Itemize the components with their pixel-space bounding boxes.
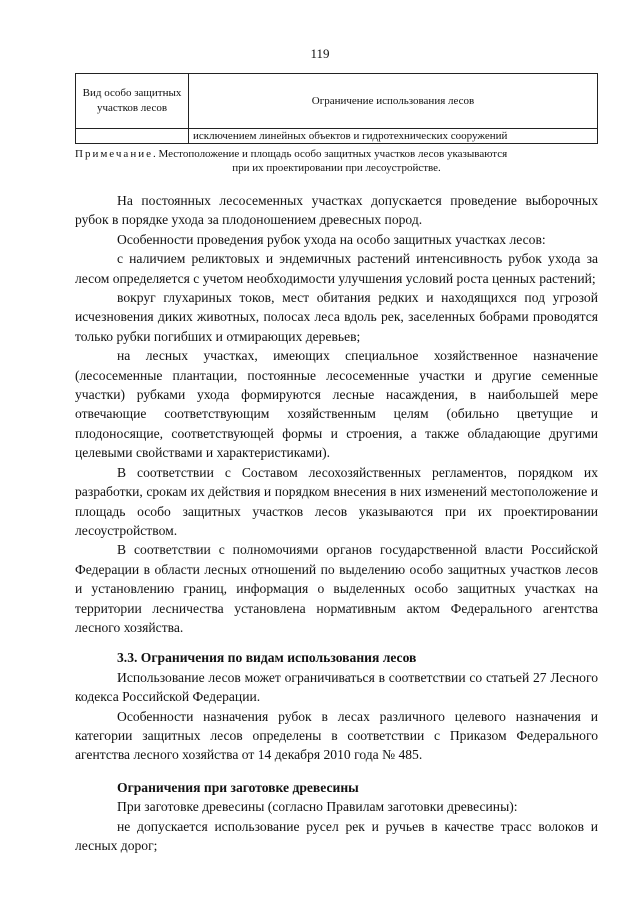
paragraph: На постоянных лесосеменных участках допускается проведение выборочных рубок в порядке ухода за плодоношением древесных пород. bbox=[75, 193, 598, 228]
table-row bbox=[76, 129, 598, 144]
paragraph: В соответствии с полномочиями органов государственной власти Российской Федерации в области лесных отношений по выделению особо защитных участков лесов и установлению границ, информация о выделенных особо защитных участках на территории лесничества установлена нормативным актом Федерального агентства лесного хозяйства. bbox=[75, 542, 598, 635]
section-heading: 3.3. Ограничения по видам использования лесов bbox=[117, 650, 417, 666]
paragraph: Особенности проведения рубок ухода на особо защитных участках лесов: bbox=[117, 231, 546, 247]
note-label: Примечание bbox=[75, 148, 153, 160]
note-text-line2: при их проектировании при лесоустройстве. bbox=[232, 162, 441, 174]
table-cell bbox=[76, 129, 189, 144]
restrictions-table bbox=[75, 73, 598, 144]
subheading: Ограничения при заготовке древесины bbox=[117, 779, 359, 795]
paragraph: В соответствии с Составом лесохозяйственных регламентов, порядком их разработки, срокам их действия и порядком внесения в них изменений местоположение и площадь особо защитных участков лесов указываются при их проектировании лесоустройством. bbox=[75, 464, 598, 538]
table-note bbox=[75, 147, 598, 175]
paragraph: Особенности назначения рубок в лесах различного целевого назначения и категории защитных лесов определены в соответствии с Приказом Федерального агентства лесного хозяйства от 14 декабря 2010 года № 485. bbox=[75, 708, 598, 763]
paragraph: на лесных участках, имеющих специальное хозяйственное назначение (лесосеменные плантации, постоянные лесосеменные участки и другие семенные участки) рубками ухода формируются лесные насаждения, в наибольшей мере отвечающие соответствующим хозяйственным целям (обильно цветущие и плодоносящие, соответствующей формы и строения, а также обладающие другими целевыми свойствами и характеристиками). bbox=[75, 348, 598, 461]
paragraph: вокруг глухариных токов, мест обитания редких и находящихся под угрозой исчезновения диких животных, полосах леса вдоль рек, заселенных бобрами проводятся только рубки погибших и отмирающих деревьев; bbox=[75, 290, 598, 344]
paragraph: Использование лесов может ограничиваться в соответствии со статьей 27 Лесного кодекса Российской Федерации. bbox=[75, 669, 598, 705]
paragraph: с наличием реликтовых и эндемичных растений интенсивность рубок ухода за лесом определяется с учетом необходимости улучшения условий роста ценных растений; bbox=[75, 251, 598, 286]
paragraph: не допускается использование русел рек и ручьев в качестве трасс волоков и лесных дорог; bbox=[75, 818, 598, 853]
page-number: 119 bbox=[310, 46, 330, 61]
note-text-line1: . Местоположение и площадь особо защитных участков лесов указываются bbox=[152, 148, 508, 160]
main-text bbox=[75, 191, 598, 855]
table-cell: исключением линейных объектов и гидротехнических сооружений bbox=[189, 129, 598, 144]
table-header-protected-area-type: Вид особо защитных участков лесов bbox=[76, 74, 189, 129]
table-header-row bbox=[76, 74, 598, 129]
paragraph: При заготовке древесины (согласно Правилам заготовки древесины): bbox=[117, 799, 518, 815]
table-header-forest-use-restriction: Ограничение использования лесов bbox=[189, 74, 598, 129]
